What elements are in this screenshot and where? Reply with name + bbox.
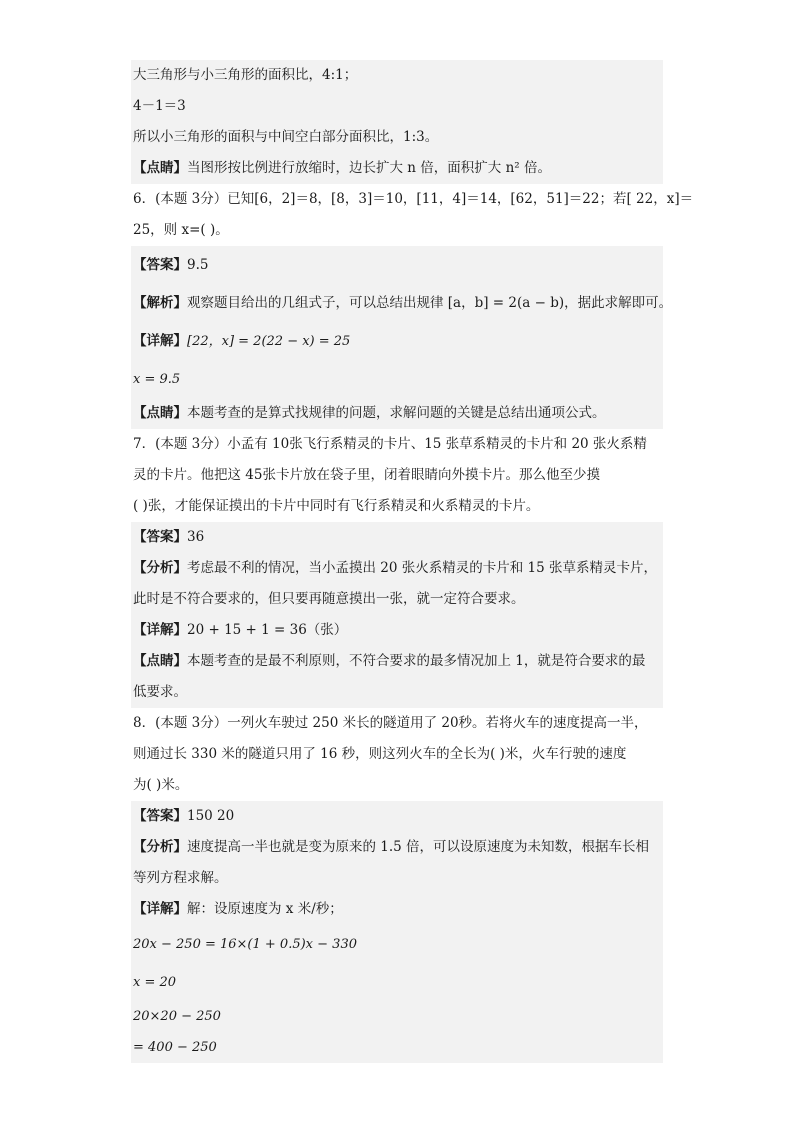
text-line bbox=[131, 584, 663, 615]
line-text: 所以小三角形的面积与中间空白部分面积比，1:3。 bbox=[133, 129, 439, 145]
line-text: 当图形按比例进行放缩时，边长扩大 n 倍，面积扩大 n² 倍。 bbox=[187, 160, 551, 176]
text-line bbox=[131, 739, 663, 770]
line-text: 20×20 − 250 bbox=[133, 1009, 221, 1024]
line-text: 150 20 bbox=[187, 808, 235, 824]
section-tag: 【点睛】 bbox=[133, 653, 187, 669]
line-text: 7．(本题 3分）小孟有 10张飞行系精灵的卡片、15 张草系精灵的卡片和 20 张火系精 bbox=[133, 436, 647, 452]
section-tag: 【分析】 bbox=[133, 839, 187, 855]
line-text: 20 + 15 + 1 = 36（张） bbox=[187, 622, 348, 638]
text-line bbox=[131, 770, 663, 801]
text-line bbox=[131, 708, 663, 739]
text-line bbox=[131, 122, 663, 153]
line-text: x = 20 bbox=[133, 975, 177, 990]
line-text: 则通过长 330 米的隧道只用了 16 秒，则这列火车的全长为( )米，火车行驶的速度 bbox=[133, 746, 627, 762]
text-line bbox=[131, 925, 663, 963]
document-body bbox=[131, 60, 694, 1063]
text-line bbox=[131, 963, 663, 1001]
text-line bbox=[131, 153, 663, 184]
line-text: = 400 − 250 bbox=[133, 1040, 217, 1055]
text-line bbox=[131, 894, 663, 925]
text-line bbox=[131, 522, 663, 553]
section-tag: 【答案】 bbox=[133, 808, 187, 824]
section-tag: 【点睛】 bbox=[133, 405, 187, 421]
text-line bbox=[131, 1032, 663, 1063]
line-text: ( )张，才能保证摸出的卡片中同时有飞行系精灵和火系精灵的卡片。 bbox=[133, 498, 540, 514]
section-tag: 【详解】 bbox=[133, 901, 187, 917]
text-line bbox=[131, 615, 663, 646]
text-line bbox=[131, 246, 663, 284]
line-text: 考虑最不利的情况，当小孟摸出 20 张火系精灵的卡片和 15 张草系精灵卡片， bbox=[187, 560, 658, 576]
line-text: 解：设原速度为 x 米/秒； bbox=[187, 901, 343, 917]
line-text: 大三角形与小三角形的面积比，4:1； bbox=[133, 67, 358, 83]
section-tag: 【解析】 bbox=[133, 295, 187, 311]
line-text: 等列方程求解。 bbox=[133, 870, 228, 886]
section-tag: 【详解】 bbox=[133, 333, 187, 349]
line-text: 本题考查的是算式找规律的问题，求解问题的关键是总结出通项公式。 bbox=[187, 405, 606, 421]
section-tag: 【答案】 bbox=[133, 529, 187, 545]
text-line bbox=[131, 91, 663, 122]
text-line bbox=[131, 184, 694, 215]
section-tag: 【详解】 bbox=[133, 622, 187, 638]
text-line bbox=[131, 322, 663, 360]
line-text: 4－1＝3 bbox=[133, 98, 186, 114]
text-line bbox=[131, 677, 663, 708]
text-line bbox=[131, 429, 663, 460]
text-line bbox=[131, 553, 663, 584]
line-text: 9.5 bbox=[187, 257, 209, 273]
text-line bbox=[131, 398, 663, 429]
text-line bbox=[131, 1001, 663, 1032]
line-text: 观察题目给出的几组式子，可以总结出规律 [a，b] = 2(a − b)，据此求解即可。 bbox=[187, 295, 673, 311]
line-text: 为( )米。 bbox=[133, 777, 189, 793]
text-line bbox=[131, 215, 663, 246]
line-text: 20x − 250 = 16×(1 + 0.5)x − 330 bbox=[133, 937, 357, 952]
section-tag: 【点睛】 bbox=[133, 160, 187, 176]
line-text: 6．(本题 3分）已知[6，2]＝8，[8，3]＝10，[11，4]＝14，[62，51]＝22；若[ 22，x]＝ bbox=[133, 191, 694, 207]
text-line bbox=[131, 284, 673, 322]
line-text: 灵的卡片。他把这 45张卡片放在袋子里，闭着眼睛向外摸卡片。那么他至少摸 bbox=[133, 467, 600, 483]
section-tag: 【分析】 bbox=[133, 560, 187, 576]
text-line bbox=[131, 360, 663, 398]
line-text: 低要求。 bbox=[133, 684, 187, 700]
line-text: 本题考查的是最不利原则，不符合要求的最多情况加上 1，就是符合要求的最 bbox=[187, 653, 646, 669]
text-line bbox=[131, 491, 663, 522]
line-text: 此时是不符合要求的，但只要再随意摸出一张，就一定符合要求。 bbox=[133, 591, 525, 607]
line-text: 25，则 x=( )。 bbox=[133, 222, 229, 238]
text-line bbox=[131, 801, 663, 832]
text-line bbox=[131, 646, 663, 677]
text-line bbox=[131, 863, 663, 894]
line-text: 速度提高一半也就是变为原来的 1.5 倍，可以设原速度为未知数，根据车长相 bbox=[187, 839, 650, 855]
text-line bbox=[131, 460, 663, 491]
line-text: x = 9.5 bbox=[133, 372, 181, 387]
line-text: 8．(本题 3分）一列火车驶过 250 米长的隧道用了 20秒。若将火车的速度提高一半， bbox=[133, 715, 648, 731]
line-text: [22，x] = 2(22 − x) = 25 bbox=[187, 334, 351, 349]
line-text: 36 bbox=[187, 529, 205, 545]
section-tag: 【答案】 bbox=[133, 257, 187, 273]
text-line bbox=[131, 60, 663, 91]
text-line bbox=[131, 832, 663, 863]
